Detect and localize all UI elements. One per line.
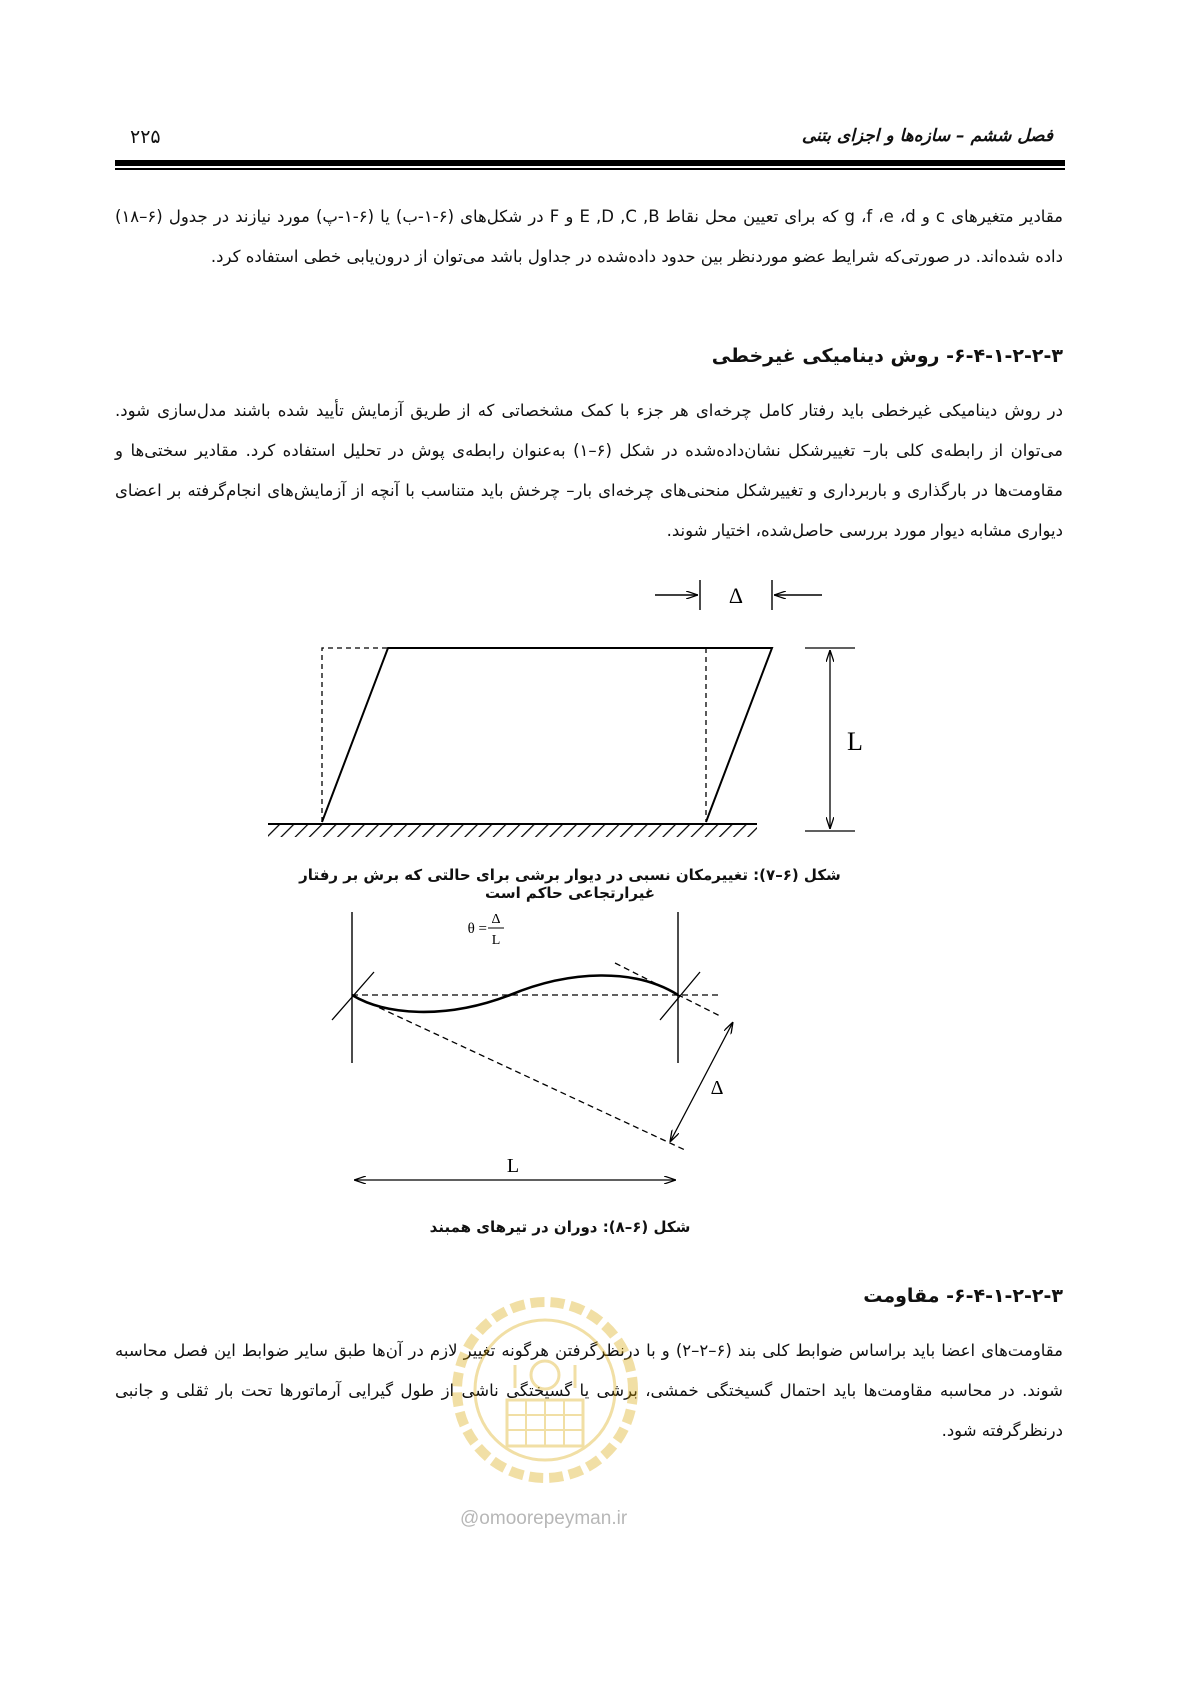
figure-coupling-beam-rotation bbox=[330, 900, 790, 1195]
at-icon: @ bbox=[460, 1508, 480, 1529]
watermark-url: @omoorepeyman.ir bbox=[460, 1508, 628, 1529]
length-label: L bbox=[847, 727, 863, 756]
section-heading-nonlinear-dynamic: ۶-۴-۱-۲-۲-۳- روش دینامیکی غیرخطی bbox=[711, 345, 1063, 367]
theta-denominator: L bbox=[491, 933, 501, 948]
original-wall-outline bbox=[322, 648, 706, 822]
figure-shear-wall-drift bbox=[255, 570, 895, 845]
delta-label-2: Δ bbox=[710, 1077, 724, 1099]
theta-numerator: Δ bbox=[491, 912, 501, 927]
intro-paragraph: مقادیر متغیرهای c و g ،f ،e ،d که برای تعیین محل نقاط E ,D ,C ,B و F در شکل‌های (۶-۱-ب) یا (۶-۱-پ) مورد نیازند در جدول (۶–۱۸) داده شده‌اند. در صورتی‌که شرایط عضو موردنظر بین حدود داده‌شده در جداول باشد می‌توان از درون‌یابی خطی استفاده کرد. bbox=[115, 207, 1063, 266]
inclined-line bbox=[352, 995, 685, 1150]
watermark-seal bbox=[445, 1290, 645, 1490]
figure-8-caption: شکل (۶–۸): دوران در تیرهای همبند bbox=[429, 1218, 691, 1236]
delta-label: Δ bbox=[728, 583, 744, 608]
page-number: ۲۲۵ bbox=[130, 126, 161, 148]
delta-dim-arrow-up bbox=[700, 1022, 733, 1085]
theta-lhs: θ = bbox=[467, 921, 487, 937]
header-rule-thin bbox=[115, 168, 1065, 170]
nonlinear-dynamic-paragraph: در روش دینامیکی غیرخطی باید رفتار کامل چرخه‌ای هر جزء با کمک مشخصاتی که از طریق آزمایش تأیید شده باشند مدل‌سازی شود. می‌توان از رابطه‌ی کلی بار– تغییرشکل نشان‌داده‌شده در شکل (۶–۱) به‌عنوان رابطه‌ی پوش در تحلیل استفاده کرد. مقادیر سختی‌ها و مقاومت‌ها در بارگذاری و باربرداری و تغییرشکل منحنی‌های چرخه‌ای بار– چرخش باید متناسب با آنچه از آزمایش‌های انجام‌گرفته بر اعضای دیواری مشابه دیوار مورد بررسی حاصل‌شده، اختیار شوند. bbox=[115, 401, 1063, 540]
deformed-wall-outline bbox=[322, 648, 772, 822]
deformed-beam-curve bbox=[352, 975, 678, 1011]
strength-paragraph: مقاومت‌های اعضا باید براساس ضوابط کلی بند (۶–۲–۲) و با درنظرگرفتن هرگونه تغییر لازم در آن‌ها طبق سایر ضوابط این فصل محاسبه شوند. در محاسبه مقاومت‌ها باید احتمال گسیختگی خمشی، برشی یا گسیختگی ناشی از طول گیرایی آرماتورها تحت بار ثقلی و جانبی درنظرگرفته شود. bbox=[115, 1341, 1063, 1440]
figure-7-caption: شکل (۶–۷): تغییرمکان نسبی در دیوار برشی برای حالتی که برش بر رفتار غیرارتجاعی حاکم است bbox=[299, 866, 841, 902]
delta-dim-arrow-down bbox=[670, 1085, 700, 1142]
length-label-2: L bbox=[506, 1155, 520, 1177]
section-heading-strength: ۶-۴-۱-۲-۲-۳- مقاومت bbox=[863, 1285, 1063, 1307]
ground-hatch bbox=[268, 825, 757, 837]
running-title: فصل ششم – سازه‌ها و اجزای بتنی bbox=[801, 126, 1053, 146]
header-rule-thick bbox=[115, 160, 1065, 166]
